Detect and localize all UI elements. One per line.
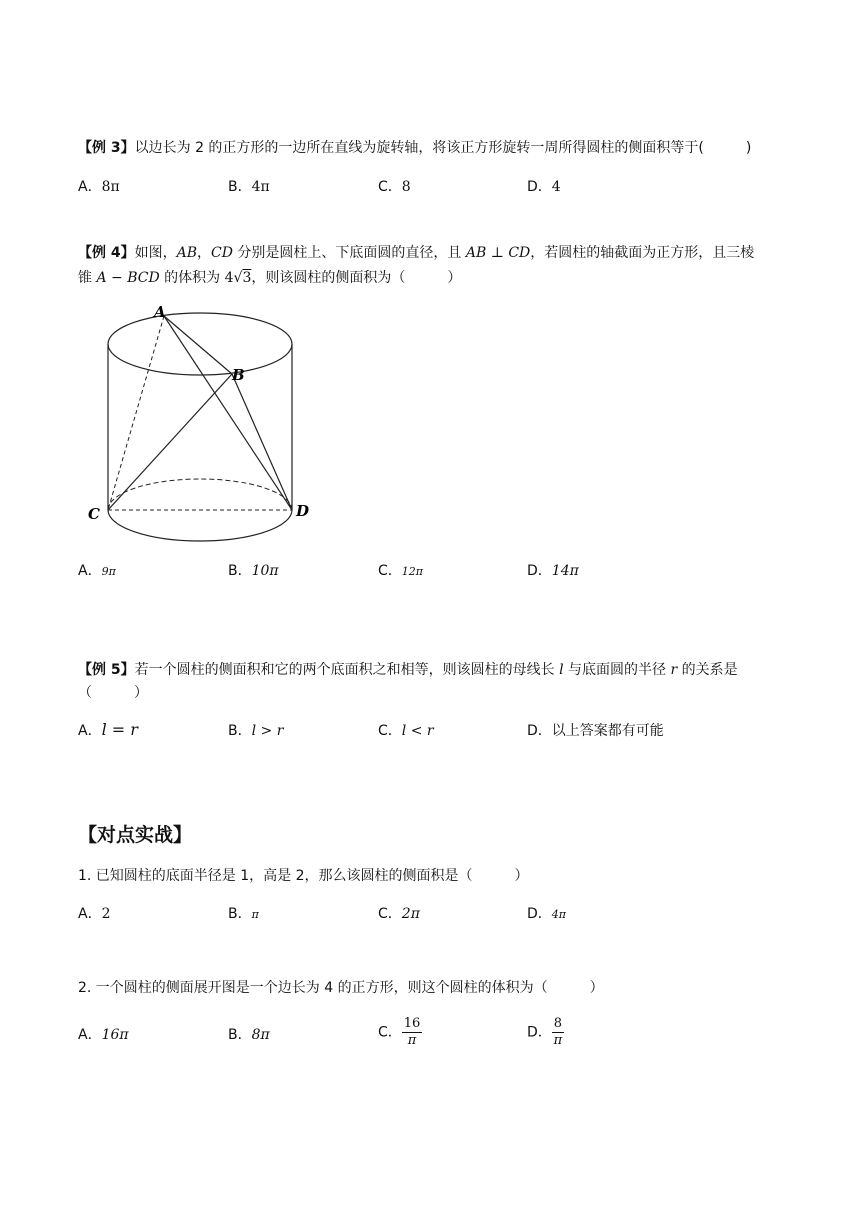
example-3-tag: 【例 3】: [78, 140, 135, 156]
example-3-option-a: A．8π: [78, 179, 120, 195]
example-5-tag: 【例 5】: [78, 662, 135, 678]
label-b: B: [232, 366, 245, 384]
edge-bd: [232, 374, 292, 510]
example-4-question-line1: 【例 4】如图，AB，CD 分别是圆柱上、下底面圆的直径，且 AB ⊥ CD，若圆柱的轴截面为正方形，且三棱: [78, 245, 755, 261]
example-4-option-a: A．9π: [78, 563, 116, 579]
practice-2-option-d: D． $\frac{8}{\pi}$: [527, 1016, 563, 1048]
fraction-8-over-pi: $\frac{8}{\pi}$: [553, 1016, 563, 1048]
diameter-ab: [164, 316, 232, 374]
example-3-option-d: D．4: [527, 179, 561, 195]
example-5-question-line1: 【例 5】若一个圆柱的侧面积和它的两个底面积之和相等，则该圆柱的母线长 l 与底面圆的半径 r 的关系是: [78, 662, 738, 678]
example-3-option-c: C．8: [378, 179, 411, 195]
practice-2-option-b: B．8π: [228, 1027, 270, 1043]
example-4-option-c: C．12π: [378, 563, 424, 579]
example-4-tag: 【例 4】: [78, 245, 135, 261]
bottom-base-front: [108, 510, 292, 541]
top-base-ellipse: [108, 313, 292, 375]
example-5-question-line2: （ ）: [78, 685, 148, 701]
example-5-option-a: A．l = r: [78, 720, 138, 739]
edge-ac: [108, 316, 164, 510]
example-3-question: [78, 137, 751, 159]
example-4-option-d: D．14π: [527, 563, 579, 579]
example-5-option-b: B．l > r: [228, 723, 284, 739]
practice-2-option-c: C． $\frac{16}{\pi}$: [378, 1016, 421, 1048]
practice-1-question: 1. 已知圆柱的底面半径是 1，高是 2，那么该圆柱的侧面积是（ ）: [78, 868, 529, 884]
example-5-option-d: D．以上答案都有可能: [527, 723, 664, 739]
example-3-text: 以边长为 2 的正方形的一边所在直线为旋转轴，将该正方形旋转一周所得圆柱的侧面积等于( ): [134, 140, 752, 156]
label-d: D: [296, 502, 310, 520]
practice-2-option-a: A．16π: [78, 1027, 129, 1043]
example-4-question-line2: 锥 A − BCD 的体积为 4√3，则该圆柱的侧面积为（ ）: [78, 270, 462, 286]
practice-1-option-a: A．2: [78, 906, 111, 922]
example-3-option-b: B．4π: [228, 179, 270, 195]
practice-2-question: 2. 一个圆柱的侧面展开图是一个边长为 4 的正方形，则这个圆柱的体积为（ ）: [78, 980, 604, 996]
cylinder-diagram: [78, 300, 318, 550]
example-4-option-b: B．10π: [228, 563, 279, 579]
fraction-16-over-pi: $\frac{16}{\pi}$: [403, 1016, 421, 1048]
example-5-option-c: C．l < r: [378, 723, 434, 739]
section-heading: 【对点实战】: [78, 824, 193, 846]
practice-1-option-b: B．π: [228, 906, 259, 922]
label-a: A: [154, 303, 166, 321]
edge-bc: [108, 374, 232, 510]
practice-1-option-d: D．4π: [527, 906, 567, 922]
bottom-base-back: [108, 479, 292, 510]
label-c: C: [88, 505, 100, 523]
practice-1-option-c: C．2π: [378, 906, 420, 922]
